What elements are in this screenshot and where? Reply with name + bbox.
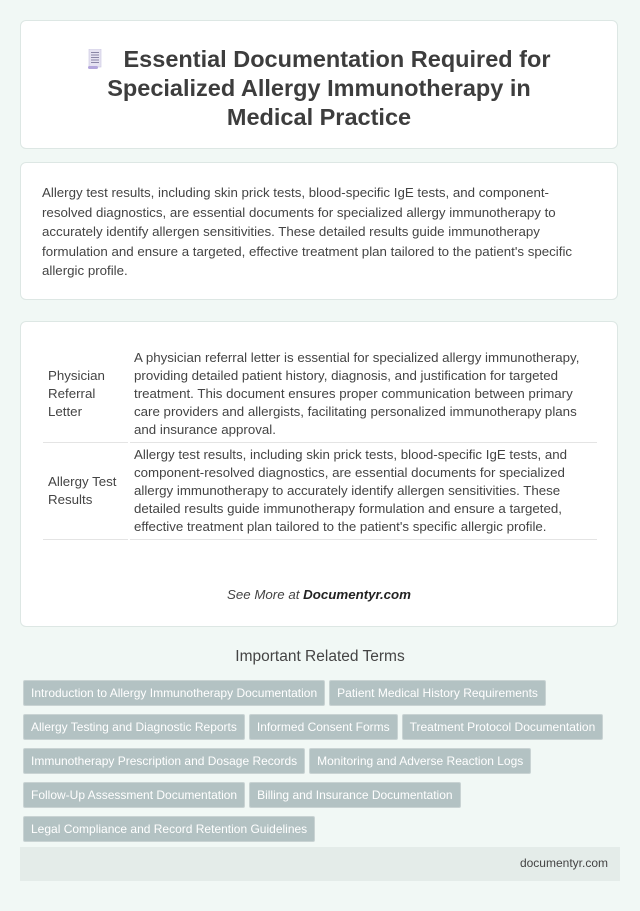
row-description: A physician referral letter is essential for specialized allergy immunotherapy, providing detailed patient history, diagnosis, and justification for targeted treatment. This document ensures proper communication between primary care providers and allergists, facilitating personalized immunotherapy plans and insurance approval. xyxy=(130,346,597,443)
row-label: Allergy Test Results xyxy=(43,443,128,540)
summary-card xyxy=(20,162,618,300)
footer-site[interactable]: documentyr.com xyxy=(519,856,608,870)
documents-table-card xyxy=(20,321,618,627)
related-term-tag[interactable]: Allergy Testing and Diagnostic Reports xyxy=(23,714,245,740)
related-term-tag[interactable]: Immunotherapy Prescription and Dosage Records xyxy=(23,748,305,774)
document-icon xyxy=(88,47,102,67)
related-term-tag[interactable]: Monitoring and Adverse Reaction Logs xyxy=(309,748,531,774)
row-label: Physician Referral Letter xyxy=(43,346,128,443)
related-term-tag[interactable]: Patient Medical History Requirements xyxy=(329,680,546,706)
see-more xyxy=(21,587,617,602)
see-more-link[interactable]: Documentyr.com xyxy=(303,587,412,602)
related-terms-title: Important Related Terms xyxy=(235,648,405,665)
related-term-tag[interactable]: Follow-Up Assessment Documentation xyxy=(23,782,245,808)
see-more-prefix: See More at xyxy=(226,587,304,602)
table-row xyxy=(43,346,597,443)
related-term-tag[interactable]: Legal Compliance and Record Retention Guidelines xyxy=(23,816,315,842)
related-term-tag[interactable]: Billing and Insurance Documentation xyxy=(249,782,460,808)
related-term-tag[interactable]: Introduction to Allergy Immunotherapy Documentation xyxy=(23,680,325,706)
related-terms-list xyxy=(23,680,623,850)
title-card xyxy=(20,20,618,149)
summary-text: Allergy test results, including skin prick tests, blood-specific IgE tests, and component-resolved diagnostics, are essential documents for specialized allergy immunotherapy to accurately identify allergen sensitivities. These detailed results guide immunotherapy formulation and ensure a targeted, effective treatment plan tailored to the patient's specific allergic profile. xyxy=(42,185,573,279)
table-row xyxy=(43,443,597,540)
related-term-tag[interactable]: Informed Consent Forms xyxy=(249,714,398,740)
title-text: Essential Documentation Required for Specialized Allergy Immunotherapy in Medical Practice xyxy=(107,46,551,130)
row-description: Allergy test results, including skin prick tests, blood-specific IgE tests, and component-resolved diagnostics, are essential documents for specialized allergy immunotherapy to accurately identify allergen sensitivities. These detailed results guide immunotherapy formulation and ensure a targeted, effective treatment plan tailored to the patient's specific allergic profile. xyxy=(130,443,597,540)
related-term-tag[interactable]: Treatment Protocol Documentation xyxy=(402,714,604,740)
page-title xyxy=(21,21,617,132)
documents-table xyxy=(41,346,599,540)
footer xyxy=(20,847,620,881)
